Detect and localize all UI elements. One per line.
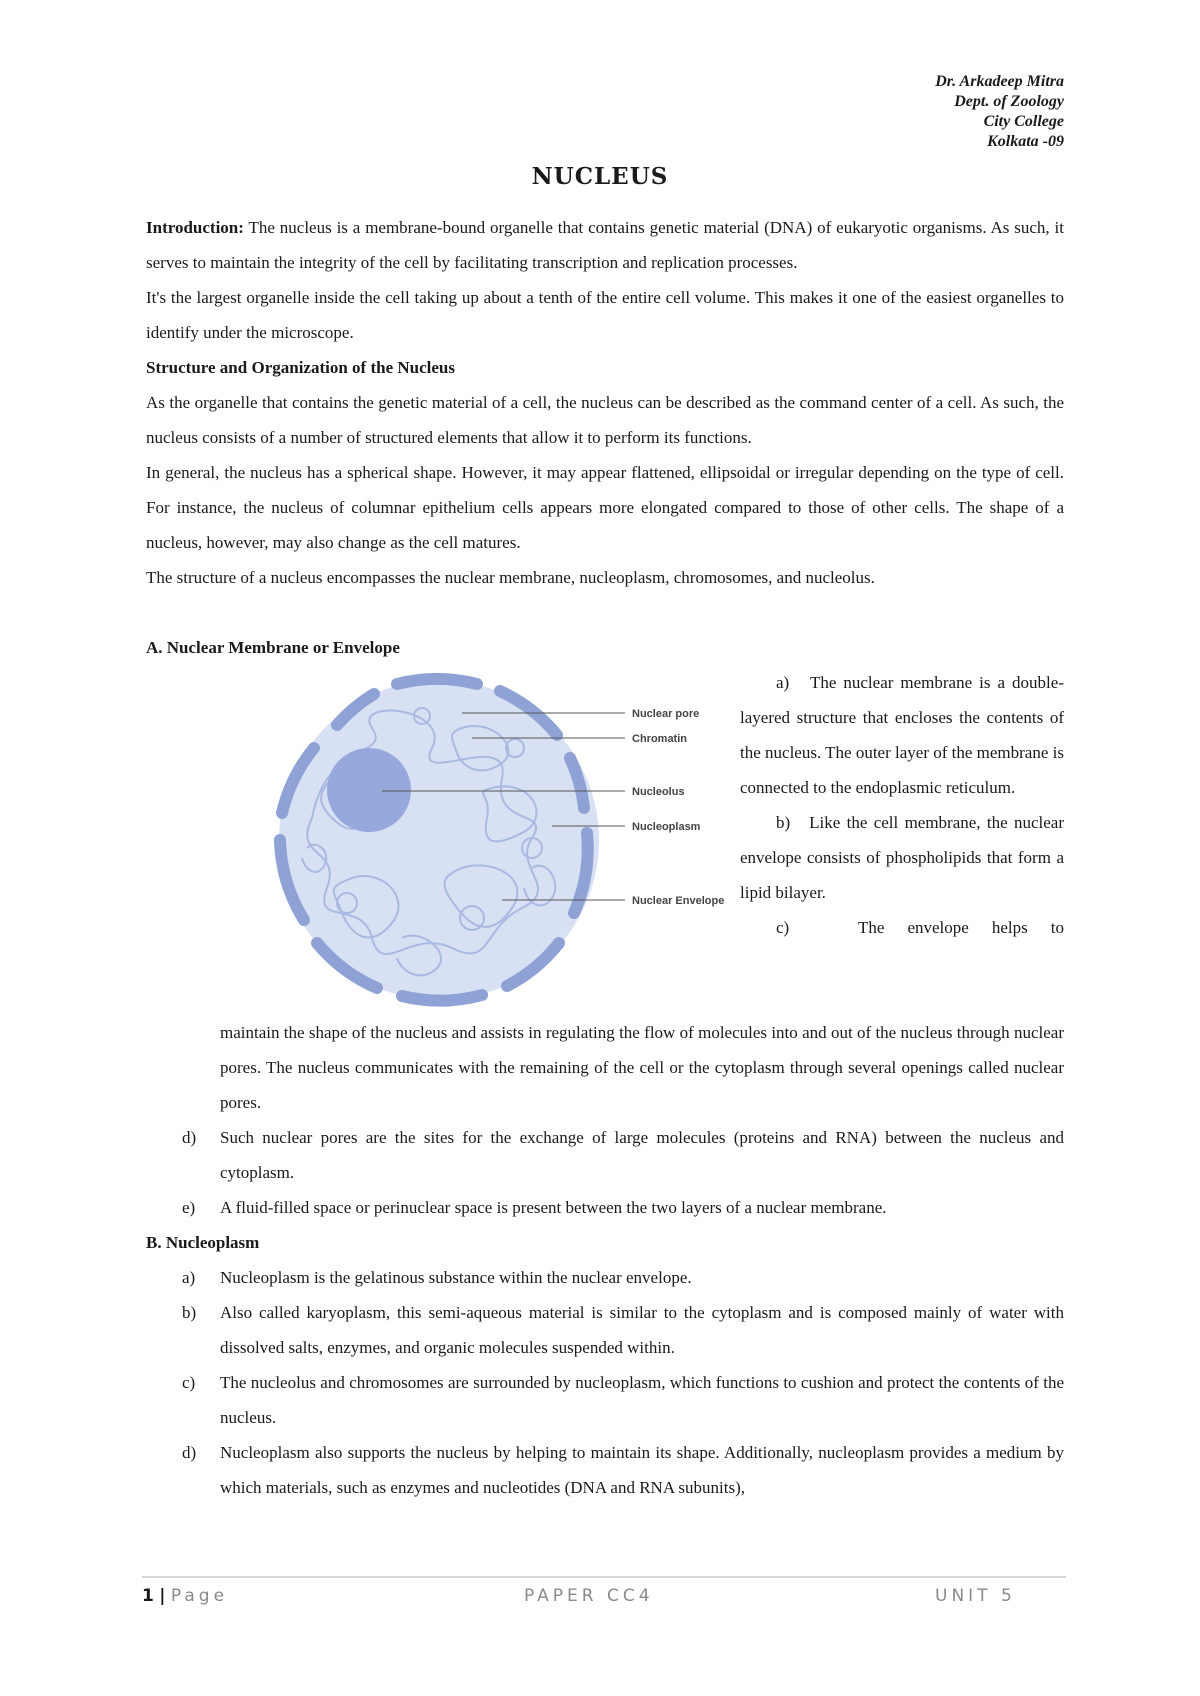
envelope-segment — [397, 679, 477, 684]
section-a-item-b: b) Like the cell membrane, the nuclear envelope consists of phospholipids that form a lipid bilayer. — [740, 813, 1064, 902]
structure-paragraph-3: The structure of a nucleus encompasses the nuclear membrane, nucleoplasm, chromosomes, and nucleolus. — [146, 568, 875, 587]
page-title: NUCLEUS — [531, 163, 669, 190]
structure-heading: Structure and Organization of the Nucleus — [146, 358, 455, 377]
item-marker: d) — [182, 1128, 197, 1147]
author-dept: Dept. of Zoology — [954, 93, 1064, 110]
label-nuclear-envelope: Nuclear Envelope — [632, 895, 725, 907]
structure-paragraph-1: As the organelle that contains the genetic material of a cell, the nucleus can be described as the command center of a cell. As such, the nucleus consists of a number of structured elements that allow it to perform its functions. — [146, 393, 1064, 447]
section-a-item-e: e) A fluid-filled space or perinuclear space is present between the two layers of a nuclear membrane. — [146, 1190, 1064, 1225]
label-nuclear-pore: Nuclear pore — [632, 708, 700, 720]
section-b-item-b: b) Also called karyoplasm, this semi-aqueous material is similar to the cytoplasm and is composed mainly of water with dissolved salts, enzymes, and organic molecules suspended within. — [146, 1295, 1064, 1365]
footer-separator: | — [159, 1586, 166, 1606]
nucleolus-shape — [327, 748, 411, 832]
item-marker: c) — [776, 918, 790, 937]
document-body — [146, 210, 1064, 1505]
section-a-item-d: d) Such nuclear pores are the sites for the exchange of large molecules (proteins and RNA) between the nucleus and cytoplasm. — [146, 1120, 1064, 1190]
item-marker: b) — [182, 1303, 197, 1322]
envelope-segment — [402, 995, 482, 1001]
section-a-figure-area — [146, 665, 1064, 1015]
label-nucleolus: Nucleolus — [632, 786, 685, 798]
intro-paragraph-2: It's the largest organelle inside the cell taking up about a tenth of the entire cell volume. This makes it one of the easiest organelles to identify under the microscope. — [146, 288, 1064, 342]
section-b-item-c: c) The nucleolus and chromosomes are surrounded by nucleoplasm, which functions to cushion and protect the contents of the nucleus. — [146, 1365, 1064, 1435]
intro-label: Introduction: — [146, 218, 244, 237]
page-word: Page — [170, 1586, 229, 1606]
item-marker: d) — [182, 1443, 197, 1462]
item-marker: b) — [776, 813, 791, 832]
section-a-item-c-continued: maintain the shape of the nucleus and assists in regulating the flow of molecules into and out of the nucleus through nuclear pores. The nucleus communicates with the remaining of the cell or the cytoplasm through several openings called nuclear pores. — [220, 1023, 1064, 1112]
section-a-side-text — [740, 665, 1064, 945]
author-city: Kolkata -09 — [987, 133, 1064, 150]
section-b-item-d: d) Nucleoplasm also supports the nucleus by helping to maintain its shape. Additionally, nucleoplasm provides a medium by which materials, such as enzymes and nucleotides (DNA and RNA subunits), — [146, 1435, 1064, 1505]
intro-paragraph — [146, 210, 1064, 280]
page-number: 1 — [142, 1586, 154, 1606]
footer-divider — [142, 1576, 1066, 1578]
footer-paper: PAPER CC4 — [524, 1586, 654, 1606]
section-b-item-a: a) Nucleoplasm is the gelatinous substance within the nuclear envelope. — [146, 1260, 1064, 1295]
item-marker: c) — [182, 1373, 196, 1392]
section-a-heading: A. Nuclear Membrane or Envelope — [146, 638, 400, 657]
author-block — [935, 72, 1064, 152]
item-marker: e) — [182, 1198, 196, 1217]
section-a-item-a: a) The nuclear membrane is a double-layered structure that encloses the contents of the nucleus. The outer layer of the membrane is connected to the endoplasmic reticulum. — [740, 673, 1064, 797]
author-name: Dr. Arkadeep Mitra — [935, 73, 1064, 90]
section-a-item-c-lead: c) The envelope helps to — [776, 918, 1064, 937]
author-college: City College — [983, 113, 1064, 130]
footer-unit: UNIT 5 — [935, 1586, 1016, 1606]
item-marker: a) — [182, 1268, 196, 1287]
item-marker: a) — [776, 673, 790, 692]
structure-paragraph-2: In general, the nucleus has a spherical shape. However, it may appear flattened, ellipsoidal or irregular depending on the type of cell. For instance, the nucleus of columnar epithelium cells appears more elongated compared to those of other cells. The shape of a nucleus, however, may also change as the cell matures. — [146, 463, 1064, 552]
label-nucleoplasm: Nucleoplasm — [632, 821, 701, 833]
footer-page-number — [142, 1586, 228, 1606]
intro-text-1: The nucleus is a membrane-bound organelle that contains genetic material (DNA) of eukaryotic organisms. As such, it serves to maintain the integrity of the cell by facilitating transcription and replication processes. — [146, 218, 1064, 272]
section-b-heading: B. Nucleoplasm — [146, 1233, 260, 1252]
label-chromatin: Chromatin — [632, 733, 687, 745]
